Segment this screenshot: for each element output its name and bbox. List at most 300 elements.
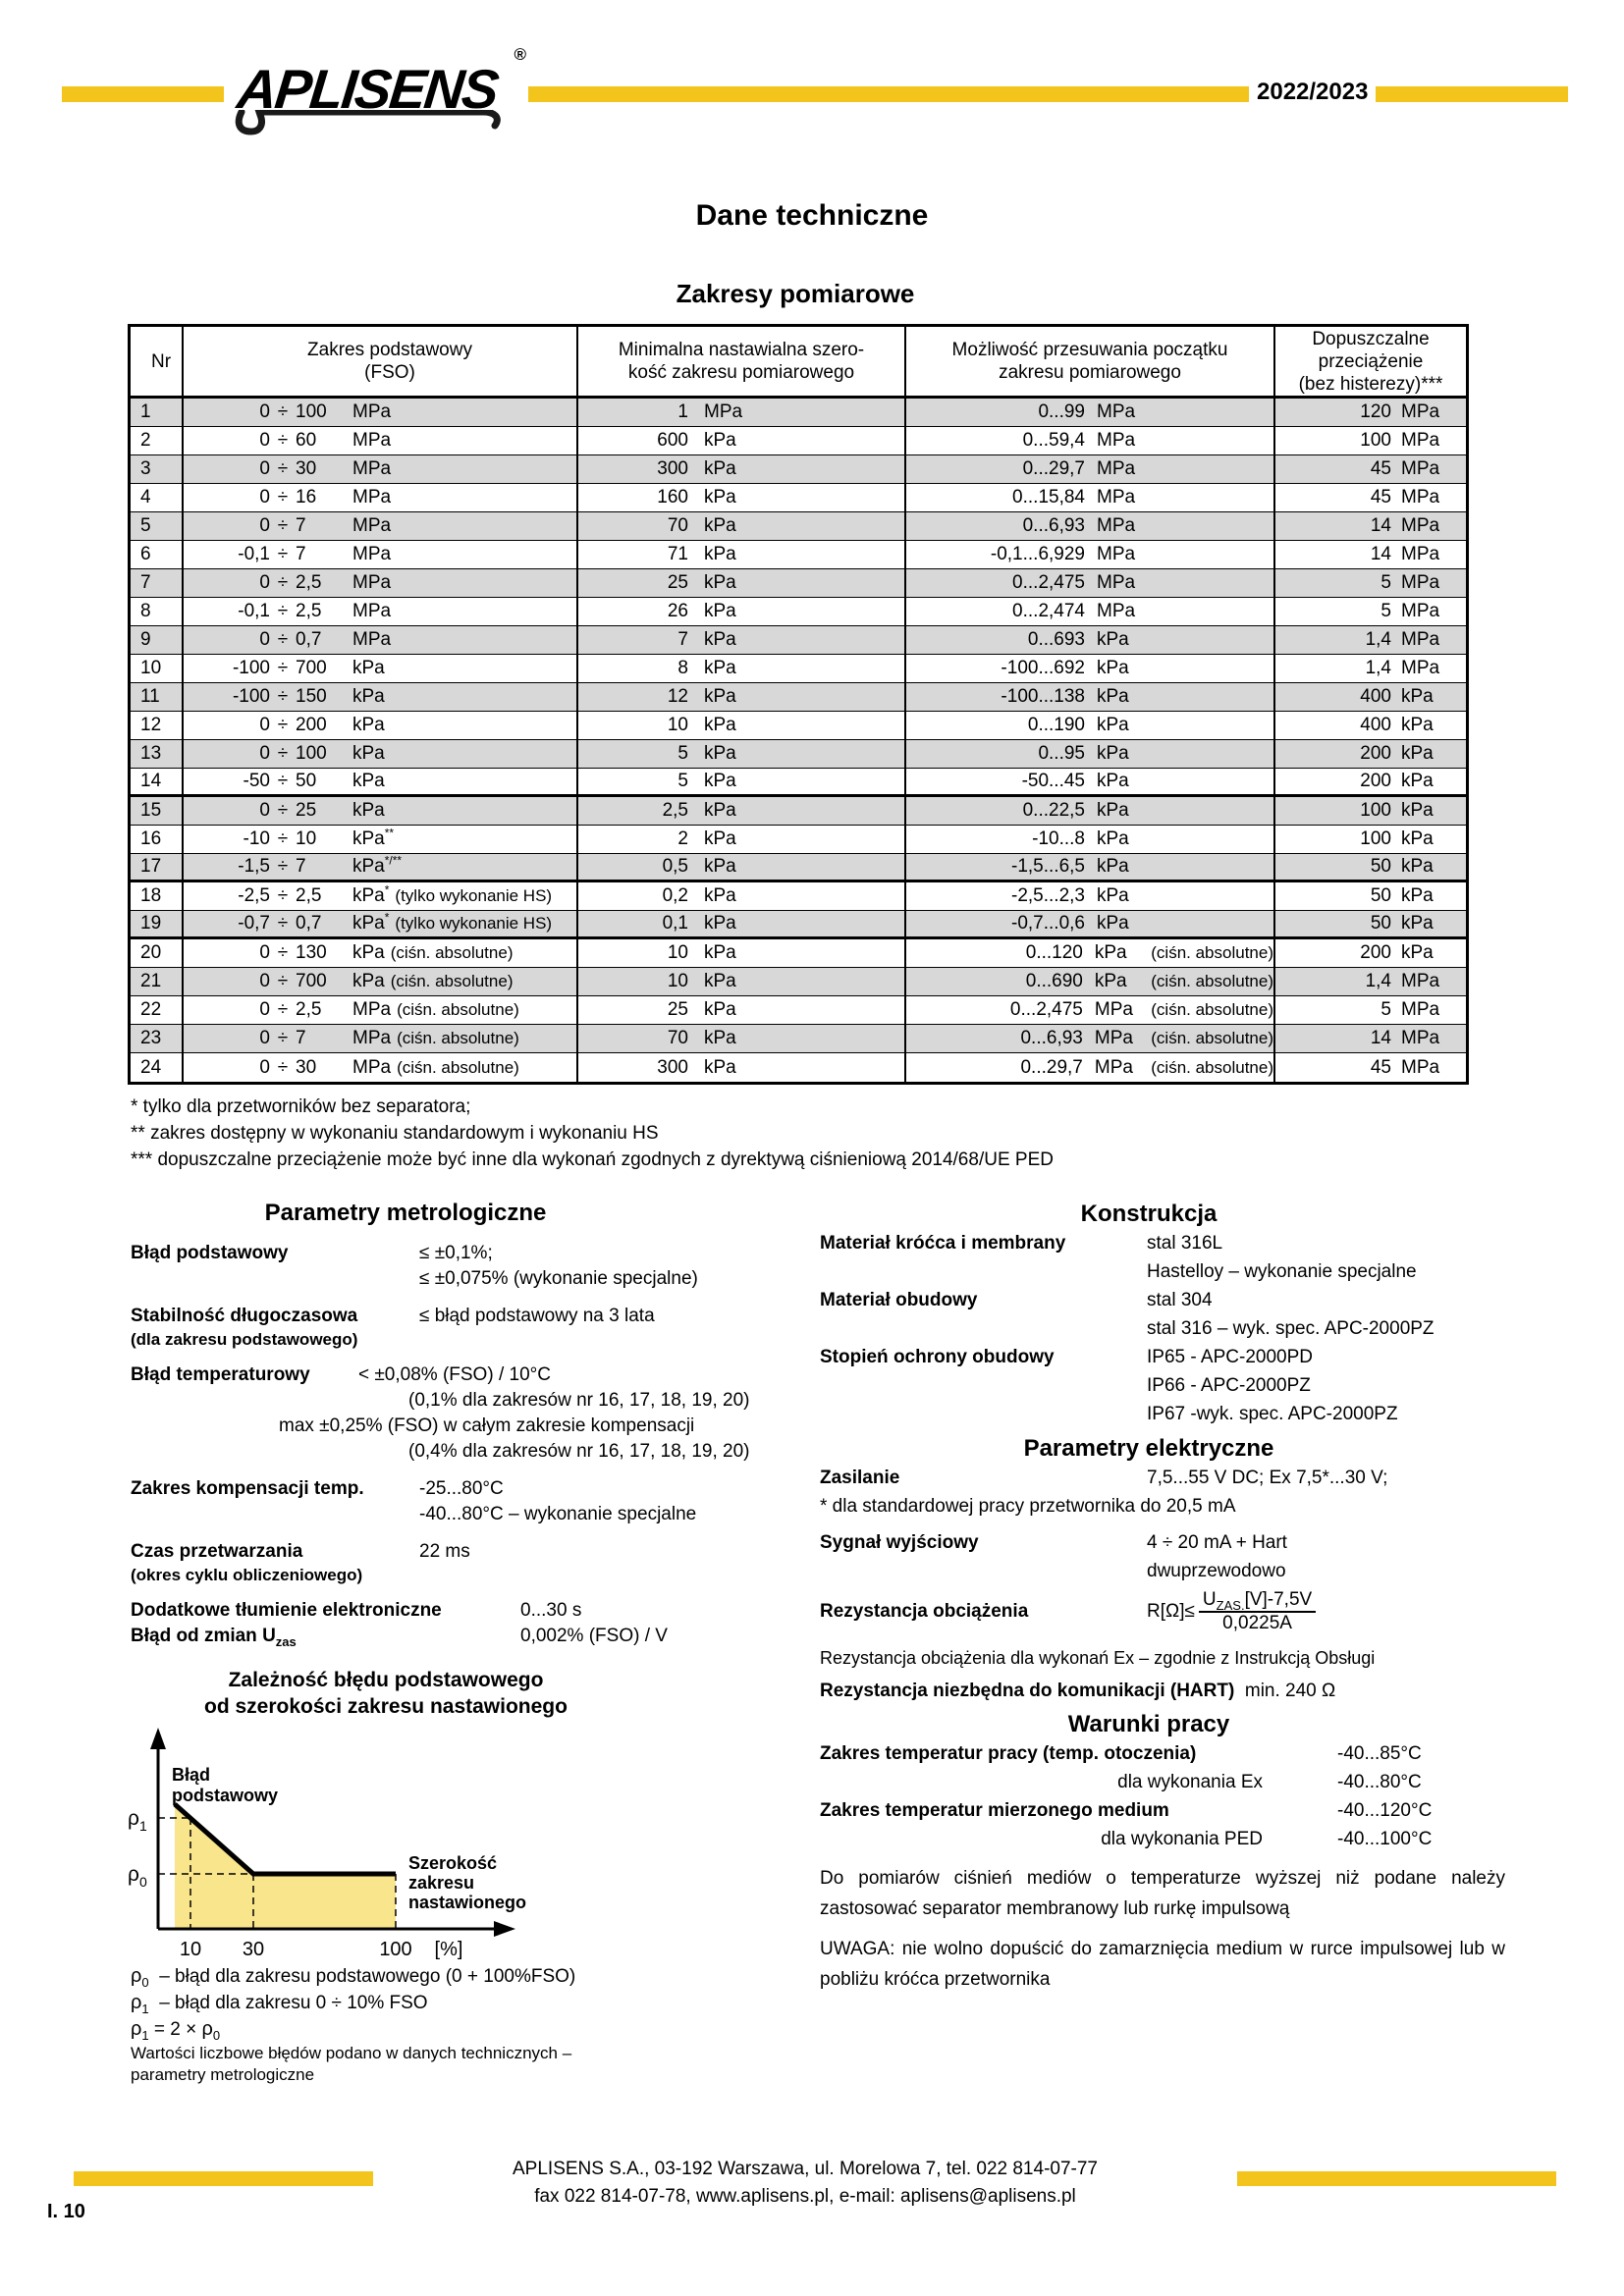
- cell-overload: [1275, 484, 1466, 511]
- rho-relation-note: [131, 2016, 661, 2043]
- formula-u-subscript: ZAS.: [1216, 1597, 1245, 1613]
- processing-time-subnote: (okres cyklu obliczeniowego): [131, 1566, 363, 1584]
- col-header-line: (FSO): [364, 362, 415, 383]
- range-row-10: [131, 655, 1466, 683]
- min-span-value: 160: [657, 487, 688, 507]
- range-unit: MPa: [352, 572, 392, 593]
- param-label: Czas przetwarzania: [131, 1541, 303, 1562]
- cell-zero-shift: [906, 996, 1275, 1024]
- y-axis-label2: podstawowy: [172, 1786, 279, 1805]
- cell-basic-range: [184, 968, 578, 995]
- rho-subscript: 0: [141, 1974, 149, 1990]
- range-low: 0: [259, 800, 270, 821]
- shift-unit: MPa: [1097, 544, 1136, 564]
- basic-error-row: [131, 1241, 784, 1266]
- range-note: (ciśn. absolutne): [390, 943, 514, 962]
- cell-overload: [1275, 712, 1466, 739]
- cell-nr: 2: [131, 427, 184, 454]
- shift-value: 0...29,7: [1022, 458, 1085, 479]
- x-axis-arrow-icon: [494, 1921, 515, 1937]
- shift-unit: kPa: [1097, 828, 1129, 849]
- range-row-12: [131, 712, 1466, 740]
- overload-value: 45: [1370, 458, 1391, 479]
- shift-value: 0...120: [1025, 942, 1083, 963]
- min-span-value: 0,2: [662, 885, 688, 906]
- cell-min-span: [578, 996, 906, 1024]
- range-high: 2,5: [296, 601, 322, 621]
- range-note: (tylko wykonanie HS): [395, 886, 553, 905]
- overload-value: 45: [1370, 487, 1391, 507]
- right-column: [820, 1200, 1507, 1995]
- cell-overload: [1275, 797, 1466, 825]
- y-axis-label: Błąd: [172, 1765, 211, 1785]
- shift-value: -10...8: [1032, 828, 1085, 849]
- min-span-unit: kPa: [704, 658, 736, 678]
- overload-unit: kPa: [1401, 743, 1434, 764]
- shift-value: 0...15,84: [1012, 487, 1085, 507]
- overload-unit: MPa: [1401, 487, 1440, 507]
- range-high: 30: [296, 458, 317, 479]
- range-low: 0: [259, 629, 270, 650]
- formula-fraction: [1199, 1589, 1316, 1634]
- min-span-unit: kPa: [704, 828, 736, 849]
- param-label: Sygnał wyjściowy: [820, 1532, 979, 1553]
- cell-zero-shift: [906, 712, 1275, 739]
- col-header-line: Minimalna nastawialna szero-: [618, 340, 865, 360]
- cell-nr: 17: [131, 854, 184, 880]
- range-high: 7: [296, 1028, 306, 1048]
- rho0-tick-label: $\rho_0$: [128, 1863, 147, 1890]
- range-low: 0: [259, 487, 270, 507]
- param-value: -25...80°C: [419, 1478, 504, 1499]
- cell-min-span: [578, 740, 906, 768]
- param-value: ≤ ±0,1%;: [419, 1243, 493, 1263]
- min-span-unit: kPa: [704, 942, 736, 963]
- overload-unit: kPa: [1401, 942, 1434, 963]
- overload-value: 45: [1370, 1056, 1391, 1078]
- chart-values-note: Wartości liczbowe błędów podano w danych technicznych – parametry metrologiczne: [131, 2044, 572, 2084]
- temp-error-row: [131, 1362, 784, 1388]
- range-divider: ÷: [277, 686, 289, 707]
- cell-nr: 4: [131, 484, 184, 511]
- cell-nr: 12: [131, 712, 184, 739]
- cell-basic-range: [184, 455, 578, 483]
- cell-min-span: [578, 826, 906, 853]
- rho-symbol: ρ: [131, 2018, 142, 2040]
- range-divider: ÷: [277, 430, 289, 451]
- range-low: -0,1: [238, 601, 270, 621]
- ex-load-note: Rezystancja obciążenia dla wykonań Ex – zgodnie z Instrukcją Obsługi: [820, 1648, 1376, 1668]
- range-high: 7: [296, 544, 306, 564]
- range-unit: kPa: [352, 715, 385, 735]
- cell-basic-range: [184, 1053, 578, 1082]
- range-divider: ÷: [277, 715, 289, 735]
- overload-value: 5: [1380, 601, 1391, 621]
- cell-overload: [1275, 882, 1466, 910]
- overload-unit: kPa: [1401, 885, 1434, 906]
- overload-value: 50: [1370, 856, 1391, 877]
- cell-zero-shift: [906, 512, 1275, 540]
- range-high: 60: [296, 430, 317, 451]
- range-unit: MPa: [352, 1028, 392, 1048]
- shift-note: (ciśn. absolutne): [1151, 1029, 1273, 1047]
- min-span-value: 5: [677, 743, 688, 764]
- cell-nr: 15: [131, 797, 184, 825]
- cell-min-span: [578, 484, 906, 511]
- overload-value: 1,4: [1365, 658, 1391, 678]
- range-high: 100: [296, 743, 327, 764]
- overload-unit: MPa: [1401, 629, 1440, 650]
- range-divider: ÷: [277, 999, 289, 1020]
- cell-overload: [1275, 769, 1466, 794]
- aplisens-logo: [224, 39, 528, 137]
- footer-contact-line: fax 022 814-07-78, www.aplisens.pl, e-mail: aplisens@aplisens.pl: [534, 2186, 1076, 2207]
- range-unit: kPa: [352, 658, 385, 678]
- rho1-tick-label: $\rho_1$: [128, 1807, 147, 1834]
- range-high: 2,5: [296, 999, 322, 1020]
- overload-unit: kPa: [1401, 828, 1434, 849]
- footnote: ** zakres dostępny w wykonaniu standardowym i wykonaniu HS: [131, 1123, 659, 1144]
- high-temp-paragraph: Do pomiarów ciśnień mediów o temperaturze wyższej niż podane należy zastosować separator membranowy lub rurkę impulsową: [820, 1868, 1505, 1919]
- rho-symbol: ρ: [201, 2018, 213, 2040]
- range-footnote-mark: *: [384, 882, 390, 897]
- cell-basic-range: [184, 399, 578, 426]
- min-span-unit: MPa: [704, 401, 743, 422]
- overload-value: 200: [1360, 771, 1391, 791]
- cell-zero-shift: [906, 598, 1275, 625]
- shift-unit: MPa: [1097, 401, 1136, 422]
- temp-error-row3: max ±0,25% (FSO) w całym zakresie kompensacji: [279, 1415, 695, 1436]
- shift-note: (ciśn. absolutne): [1151, 972, 1273, 990]
- min-span-value: 26: [667, 601, 688, 621]
- ip-rating-row: [820, 1343, 1507, 1371]
- range-unit: MPa: [352, 430, 392, 451]
- cell-basic-range: [184, 939, 578, 967]
- ped-temp-row: [820, 1825, 1507, 1853]
- overload-unit: MPa: [1401, 658, 1440, 678]
- param-value: 0...30 s: [520, 1600, 582, 1621]
- cell-nr: 23: [131, 1025, 184, 1052]
- cell-overload: [1275, 541, 1466, 568]
- range-divider: ÷: [277, 743, 289, 764]
- chart-title-line2: od szerokości zakresu nastawionego: [204, 1695, 568, 1718]
- min-span-unit: kPa: [704, 1056, 736, 1078]
- output-signal-row2: dwuprzewodowo: [1147, 1561, 1286, 1581]
- overload-unit: kPa: [1401, 913, 1434, 934]
- cell-basic-range: [184, 484, 578, 511]
- x-axis-label1: Szerokość: [408, 1853, 498, 1873]
- cell-overload: [1275, 854, 1466, 880]
- range-divider: ÷: [277, 601, 289, 621]
- min-span-unit: kPa: [704, 430, 736, 451]
- overload-unit: MPa: [1401, 544, 1440, 564]
- cell-min-span: [578, 797, 906, 825]
- cell-min-span: [578, 1025, 906, 1052]
- range-low: 0: [259, 458, 270, 479]
- cell-nr: 3: [131, 455, 184, 483]
- cell-basic-range: [184, 826, 578, 853]
- range-divider: ÷: [277, 856, 289, 877]
- range-low: 0: [259, 1056, 270, 1078]
- cell-basic-range: [184, 427, 578, 454]
- shift-unit: kPa: [1097, 771, 1129, 791]
- metrology-title: Parametry metrologiczne: [264, 1200, 547, 1226]
- shift-unit: kPa: [1097, 913, 1129, 934]
- overload-value: 400: [1360, 686, 1391, 707]
- col-header-line: zakresu pomiarowego: [999, 362, 1181, 383]
- min-span-value: 10: [667, 942, 688, 963]
- shift-unit: MPa: [1097, 572, 1136, 593]
- cell-nr: 7: [131, 569, 184, 597]
- cell-min-span: [578, 427, 906, 454]
- col-header-nr-label: Nr: [150, 350, 172, 372]
- range-row-1: [131, 399, 1466, 427]
- range-divider: ÷: [277, 913, 289, 934]
- cell-overload: [1275, 399, 1466, 426]
- range-unit: MPa: [352, 458, 392, 479]
- param-label: Zakres temperatur pracy (temp. otoczenia): [820, 1743, 1197, 1764]
- range-row-13: [131, 740, 1466, 769]
- range-divider: ÷: [277, 828, 289, 849]
- electrical-title: Parametry elektryczne: [1023, 1435, 1274, 1462]
- cell-nr: 13: [131, 740, 184, 768]
- cell-overload: [1275, 512, 1466, 540]
- cell-zero-shift: [906, 626, 1275, 654]
- range-low: -50: [243, 771, 270, 791]
- cell-overload: [1275, 626, 1466, 654]
- range-high: 25: [296, 800, 317, 821]
- range-low: 0: [259, 971, 270, 991]
- min-span-value: 10: [667, 715, 688, 735]
- range-unit: MPa: [352, 487, 392, 507]
- range-unit: MPa: [352, 999, 392, 1020]
- range-row-7: [131, 569, 1466, 598]
- range-divider: ÷: [277, 458, 289, 479]
- range-low: -0,7: [238, 913, 270, 934]
- chart-title-line1: Zależność błędu podstawowego: [228, 1669, 544, 1691]
- ranges-table-title: Zakresy pomiarowe: [676, 279, 915, 308]
- supply-row: [820, 1464, 1507, 1492]
- range-high: 10: [296, 828, 317, 849]
- range-divider: ÷: [277, 1056, 289, 1078]
- cell-min-span: [578, 769, 906, 794]
- rho-subscript: 1: [141, 2001, 149, 2016]
- cell-min-span: [578, 712, 906, 739]
- overload-value: 120: [1360, 401, 1391, 422]
- ip-rating-row3: IP67 -wyk. spec. APC-2000PZ: [1147, 1404, 1398, 1424]
- shift-value: 0...6,93: [1020, 1028, 1083, 1048]
- cell-nr: 22: [131, 996, 184, 1024]
- shift-value: 0...6,93: [1022, 515, 1085, 536]
- range-high: 700: [296, 971, 327, 991]
- cell-nr: 9: [131, 626, 184, 654]
- range-row-23: [131, 1025, 1466, 1053]
- shift-value: -2,5...2,3: [1011, 885, 1085, 906]
- param-label-subscript: zas: [275, 1633, 297, 1649]
- ip-rating-row2: IP66 - APC-2000PZ: [1147, 1375, 1311, 1396]
- damping-row: [131, 1598, 784, 1624]
- housing-material-row: [820, 1286, 1507, 1314]
- cell-zero-shift: [906, 740, 1275, 768]
- range-row-15: [131, 797, 1466, 826]
- shift-value: -0,7...0,6: [1011, 913, 1085, 934]
- param-label-text: Błąd od zmian U: [131, 1626, 276, 1646]
- range-divider: ÷: [277, 942, 289, 963]
- range-unit: MPa: [352, 544, 392, 564]
- range-unit: kPa*: [352, 910, 390, 934]
- range-high: 150: [296, 686, 327, 707]
- range-high: 0,7: [296, 913, 322, 934]
- range-row-18: [131, 882, 1466, 911]
- shift-unit: kPa: [1094, 971, 1127, 991]
- footer-accent-bar-right: [1188, 2171, 1556, 2186]
- range-row-20: [131, 939, 1466, 968]
- range-footnote-mark: **: [384, 826, 395, 840]
- chart-title: [131, 1667, 641, 1720]
- range-unit: kPa: [352, 971, 385, 991]
- hart-resistance-row: [820, 1678, 1507, 1704]
- shift-value: 0...95: [1038, 743, 1085, 764]
- cell-basic-range: [184, 541, 578, 568]
- range-row-3: [131, 455, 1466, 484]
- min-span-value: 600: [657, 430, 688, 451]
- footer-contact: [373, 2156, 1237, 2211]
- param-sublabel: dla wykonania Ex: [1117, 1772, 1263, 1792]
- param-label: Zakres temperatur mierzonego medium: [820, 1800, 1169, 1821]
- shift-value: 0...29,7: [1020, 1056, 1083, 1078]
- cell-nr: 16: [131, 826, 184, 853]
- rho-symbol: ρ: [131, 1992, 142, 2013]
- min-span-value: 0,1: [662, 913, 688, 934]
- material-stub-row: [820, 1229, 1507, 1257]
- param-value: -40...120°C: [1337, 1800, 1433, 1821]
- cell-zero-shift: [906, 826, 1275, 853]
- param-value: -40...100°C: [1337, 1829, 1433, 1849]
- range-row-11: [131, 683, 1466, 712]
- range-row-22: [131, 996, 1466, 1025]
- rho0-note-text: – błąd dla zakresu podstawowego (0 + 100%FSO): [159, 1966, 576, 1987]
- shift-value: 0...2,475: [1009, 999, 1083, 1020]
- cell-basic-range: [184, 712, 578, 739]
- range-high: 100: [296, 401, 327, 422]
- shift-value: 0...22,5: [1022, 800, 1085, 821]
- cell-zero-shift: [906, 854, 1275, 880]
- cell-min-span: [578, 911, 906, 936]
- shift-unit: kPa: [1094, 942, 1127, 963]
- error-vs-span-chart: [118, 1720, 668, 1963]
- range-divider: ÷: [277, 487, 289, 507]
- cell-nr: 20: [131, 939, 184, 967]
- range-row-17: [131, 854, 1466, 882]
- overload-unit: kPa: [1401, 715, 1434, 735]
- shift-value: -100...138: [1001, 686, 1085, 707]
- output-signal-row: [820, 1528, 1507, 1557]
- temp-error-row2: (0,1% dla zakresów nr 16, 17, 18, 19, 20): [408, 1390, 750, 1411]
- measuring-ranges-table: [128, 324, 1469, 1085]
- cell-basic-range: [184, 683, 578, 711]
- registered-trademark-icon: ®: [514, 45, 526, 64]
- range-unit: MPa: [352, 601, 392, 621]
- footer-address-line: APLISENS S.A., 03-192 Warszawa, ul. Morelowa 7, tel. 022 814-07-77: [513, 2159, 1098, 2179]
- relation-text: = 2 ×: [148, 2019, 202, 2040]
- compensation-row2: -40...80°C – wykonanie specjalne: [419, 1504, 697, 1524]
- formula-u: U: [1202, 1589, 1217, 1610]
- param-label: [131, 1624, 520, 1649]
- shift-unit: kPa: [1097, 715, 1129, 735]
- cell-overload: [1275, 1053, 1466, 1082]
- param-label: Stopień ochrony obudowy: [820, 1347, 1055, 1367]
- cell-overload: [1275, 598, 1466, 625]
- x-unit-label: [%]: [434, 1939, 463, 1960]
- min-span-value: 300: [657, 458, 688, 479]
- min-span-value: 300: [657, 1056, 688, 1078]
- range-note: (tylko wykonanie HS): [395, 914, 553, 933]
- range-high: 30: [296, 1056, 317, 1078]
- min-span-unit: kPa: [704, 913, 736, 934]
- overload-value: 50: [1370, 913, 1391, 934]
- col-header-zero-shift: [906, 327, 1275, 396]
- x-axis-label3: nastawionego: [408, 1893, 527, 1912]
- y-axis-arrow-icon: [150, 1728, 166, 1749]
- cell-basic-range: [184, 1025, 578, 1052]
- shift-unit: MPa: [1094, 1056, 1133, 1078]
- cell-basic-range: [184, 740, 578, 768]
- warning-paragraph: UWAGA: nie wolno dopuścić do zamarznięcia medium w rurce impulsowej lub w pobliżu króćca przetwornika: [820, 1939, 1505, 1990]
- cell-zero-shift: [906, 541, 1275, 568]
- cell-basic-range: [184, 512, 578, 540]
- footnote: *** dopuszczalne przeciążenie może być inne dla wykonań zgodnych z dyrektywą ciśnieniową 2014/68/UE PED: [131, 1149, 1054, 1170]
- cell-nr: 6: [131, 541, 184, 568]
- range-high: 200: [296, 715, 327, 735]
- min-span-value: 71: [667, 544, 688, 564]
- cell-min-span: [578, 683, 906, 711]
- col-header-line: Zakres podstawowy: [307, 340, 472, 360]
- x-tick-100: 100: [379, 1939, 412, 1960]
- overload-unit: kPa: [1401, 856, 1434, 877]
- shift-unit: kPa: [1097, 629, 1129, 650]
- cell-min-span: [578, 512, 906, 540]
- cell-nr: 8: [131, 598, 184, 625]
- shift-value: 0...190: [1027, 715, 1085, 735]
- shift-unit: MPa: [1094, 1028, 1133, 1048]
- range-high: 16: [296, 487, 317, 507]
- shift-unit: MPa: [1097, 487, 1136, 507]
- col-header-line: Możliwość przesuwania początku: [951, 340, 1228, 360]
- col-header-line: przeciążenie: [1318, 350, 1424, 372]
- overload-value: 5: [1380, 999, 1391, 1020]
- overload-value: 50: [1370, 885, 1391, 906]
- footnote: * tylko dla przetworników bez separatora;: [131, 1096, 471, 1117]
- page-title: Dane techniczne: [695, 199, 929, 232]
- col-header-nr: [131, 327, 184, 396]
- param-value: 7,5...55 V DC; Ex 7,5*...30 V;: [1147, 1468, 1388, 1488]
- shift-value: 0...693: [1027, 629, 1085, 650]
- overload-unit: MPa: [1401, 999, 1440, 1020]
- shift-value: 0...2,474: [1012, 601, 1085, 621]
- range-divider: ÷: [277, 885, 289, 906]
- chart-notes: [131, 1963, 661, 2086]
- cell-overload: [1275, 968, 1466, 995]
- edition-year: 2022/2023: [1249, 75, 1376, 114]
- range-divider: ÷: [277, 572, 289, 593]
- overload-value: 14: [1370, 515, 1391, 536]
- cell-zero-shift: [906, 968, 1275, 995]
- cell-overload: [1275, 911, 1466, 936]
- shift-value: 0...2,475: [1012, 572, 1085, 593]
- range-row-5: [131, 512, 1466, 541]
- range-unit: kPa: [352, 771, 385, 791]
- col-header-line: kość zakresu pomiarowego: [627, 362, 855, 383]
